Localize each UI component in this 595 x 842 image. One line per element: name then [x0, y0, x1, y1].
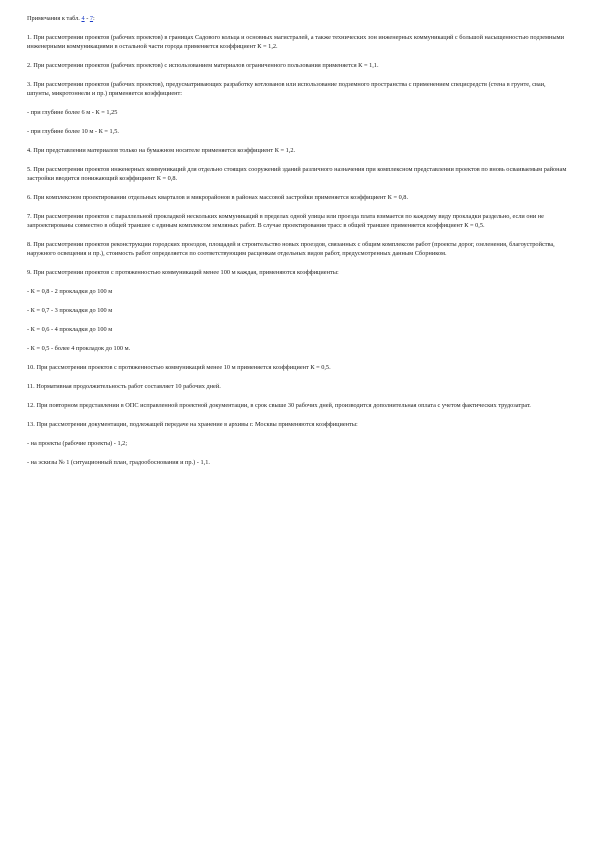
- table-4-link[interactable]: 4: [81, 15, 85, 22]
- note-9-item-2: - К = 0,8 - 2 прокладки до 100 м: [27, 288, 113, 295]
- note-9-item-4: - К = 0,6 - 4 прокладки до 100 м: [27, 326, 113, 333]
- note-9: 9. При рассмотрении проектов с протяженностью коммуникаций менее 100 м каждая, применяются коэффициенты:: [27, 269, 339, 276]
- notes-heading: [27, 14, 567, 23]
- note-7: 7. При рассмотрении проектов с параллельной прокладкой нескольких коммуникаций в пределах одной улицы или проезда плата взимается по каждому виду прокладки раздельно, если они не запроектированы совместно в общей траншее с единым комплексом земляных работ. В случае проектирования трасс в общей траншее применяется коэффициент К = 0,5.: [27, 213, 544, 229]
- note-10: 10. При рассмотрении проектов с протяженностью коммуникаций менее 10 м применяется коэффициент К = 0,5.: [27, 364, 331, 371]
- note-8: 8. При рассмотрении проектов реконструкции городских проездов, площадей и строительство новых проездов, связанных с общим комплексом работ (проекты дорог, озеленения, благоустройства, наружного освещения и пр.), стоимость работ определяется по соответствующим расценкам отдельных видов работ, предусмотренных данным Сборником.: [27, 241, 555, 257]
- note-1: 1. При рассмотрении проектов (рабочих проектов) в границах Садового кольца и основных магистралей, а также технических зон инженерных коммуникаций с большой насыщенностью подземными инженерными коммуникациями в остальной части города применяется коэффициент К = 1,2.: [27, 34, 564, 50]
- note-11: 11. Нормативная продолжительность работ составляет 10 рабочих дней.: [27, 383, 221, 390]
- note-3-item-depth-6: - при глубине более 6 м - К = 1,25: [27, 109, 118, 116]
- note-4: 4. При представлении материалов только на бумажном носителе применяется коэффициент К = 1,2.: [27, 147, 296, 154]
- table-7-link[interactable]: 7: [89, 15, 94, 22]
- notes-heading-separator: -: [84, 15, 90, 22]
- note-13: 13. При рассмотрении документации, подлежащей передаче на хранение в архивы г. Москвы применяются коэффициенты:: [27, 421, 358, 428]
- document-page: [27, 14, 567, 477]
- note-3: 3. При рассмотрении проектов (рабочих проектов), предусматривающих разработку котлованов или использование подземного пространства с применением специсредств (стена в грунте, сваи, шпунты, микротоннели и пр.) применяется коэффициент:: [27, 81, 546, 97]
- note-13-item-sketches: - на эскизы № 1 (ситуационный план, градообоснования и пр.) - 1,1.: [27, 459, 210, 466]
- note-12: 12. При повторном представлении в ОПС исправленной проектной документации, в срок свыше 30 рабочих дней, производится дополнительная оплата с учетом фактических трудозатрат.: [27, 402, 531, 409]
- note-3-item-depth-10: - при глубине более 10 м - К = 1,5.: [27, 128, 119, 135]
- note-13-item-projects: - на проекты (рабочие проекты) - 1,2;: [27, 440, 128, 447]
- note-5: 5. При рассмотрении проектов инженерных коммуникаций для отдельно стоящих сооружений зданий различного назначения при комплексном представлении проектов по вновь осваиваемым районам застройки вводится понижающий коэффициент К = 0,8.: [27, 166, 567, 182]
- note-9-item-more: - К = 0,5 - более 4 прокладок до 100 м.: [27, 345, 131, 352]
- notes-heading-prefix: Примечания к табл.: [27, 15, 82, 22]
- note-9-item-3: - К = 0,7 - 3 прокладки до 100 м: [27, 307, 113, 314]
- note-6: 6. При комплексном проектировании отдельных кварталов и микрорайонов в районах массовой застройки применяется коэффициент К = 0,8.: [27, 194, 409, 201]
- notes-heading-suffix: :: [93, 15, 95, 22]
- note-2: 2. При рассмотрении проектов (рабочих проектов) с использованием материалов ограниченного пользования применяется К = 1,1.: [27, 62, 379, 69]
